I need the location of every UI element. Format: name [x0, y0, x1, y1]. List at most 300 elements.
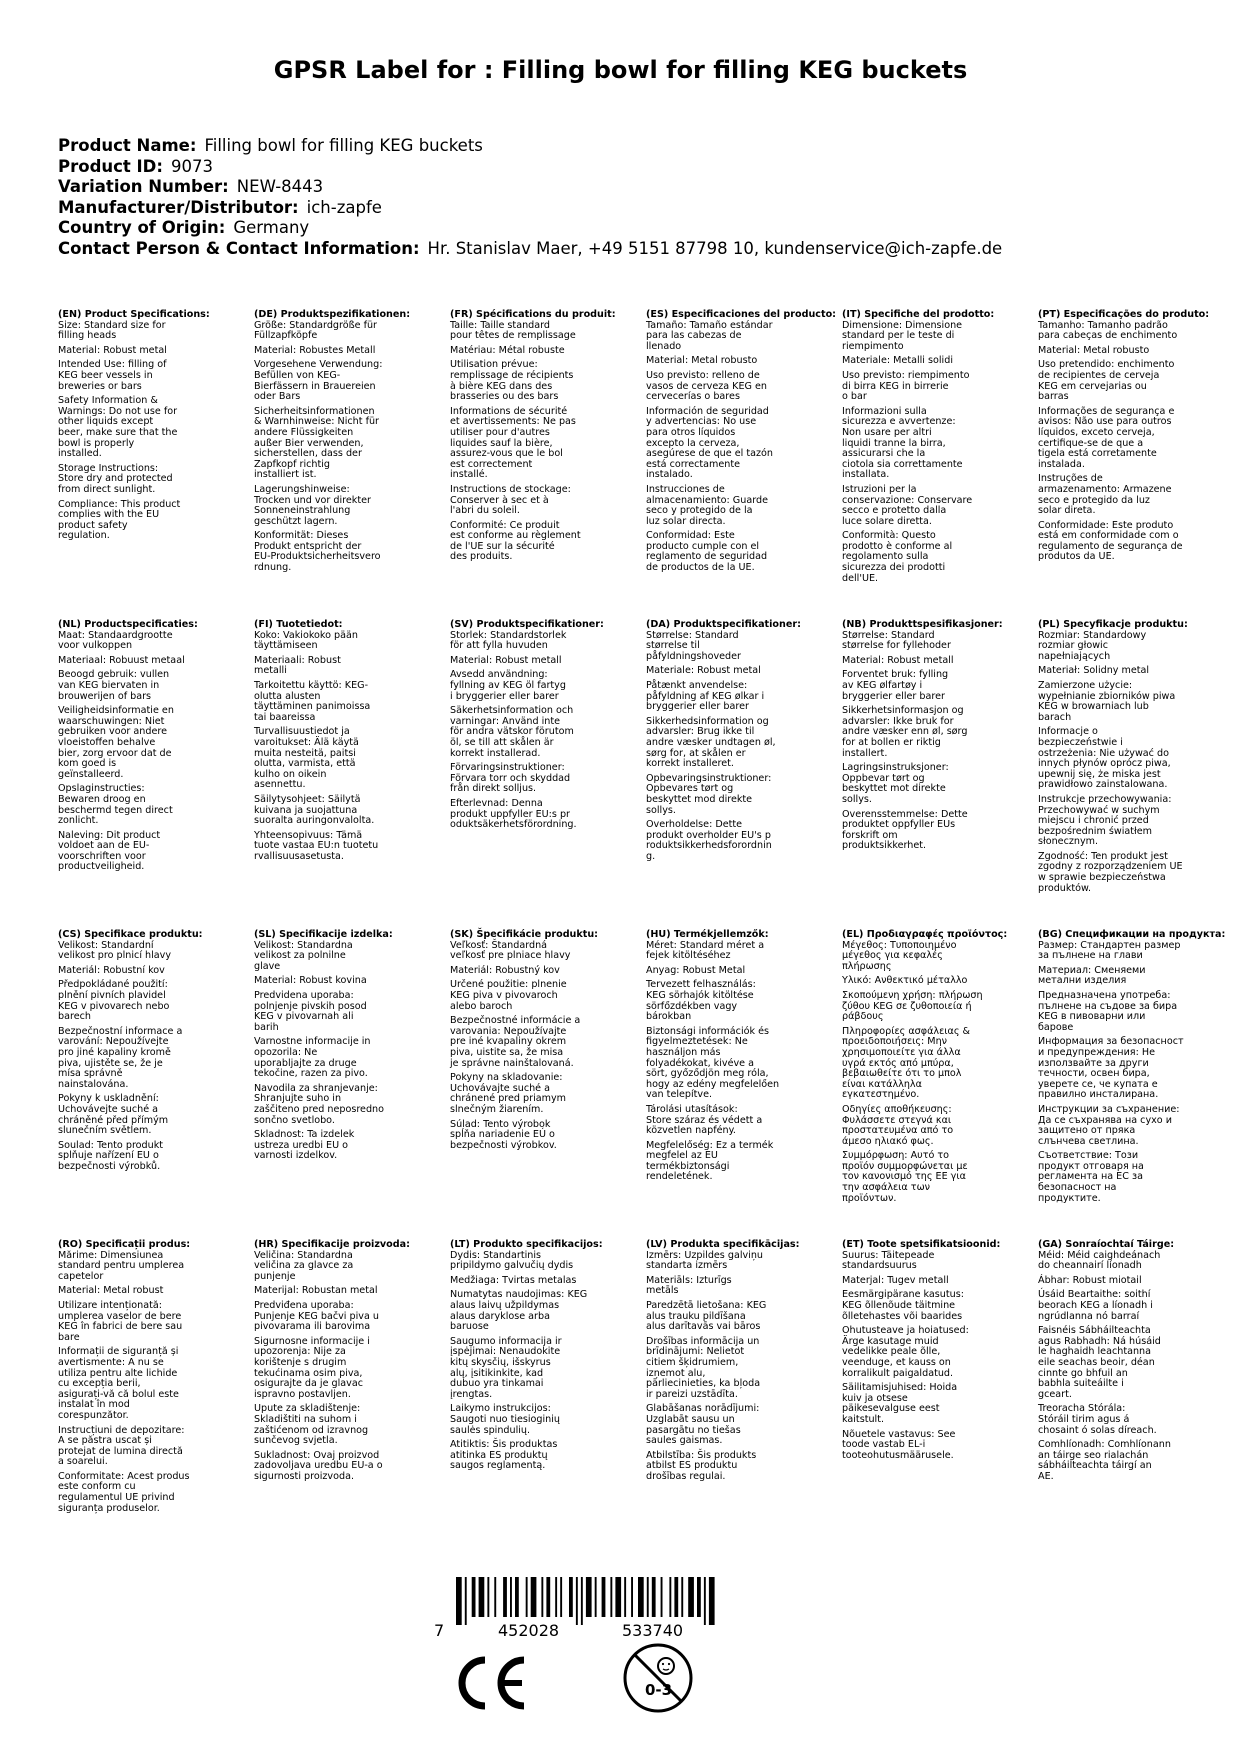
spec-line: avertismente: A nu se [58, 1356, 164, 1368]
spec-line: pivovarama ili barovima [254, 1321, 371, 1333]
spec-line: pour têtes de remplissage [450, 330, 576, 342]
spec-line: Avsedd användning: [450, 669, 548, 681]
spec-line: chránené pred priamym [450, 1093, 567, 1105]
spec-line: Safety Information & [58, 395, 158, 407]
spec-line: Materiale: Robust metal [646, 665, 761, 677]
barcode-bar [661, 1577, 663, 1617]
spec-line: Dimensione: Dimensione [842, 319, 963, 331]
spec-line: filling heads [58, 330, 117, 342]
spec-line: и предупреждения: Не [1038, 1046, 1155, 1058]
spec-line: KEG w browarniach lub [1038, 701, 1149, 713]
spec-line: barech [58, 1011, 91, 1023]
spec-line: voor vulkoppen [58, 640, 133, 652]
spec-line: sunčevog svjetla. [254, 1435, 338, 1447]
spec-line: Φυλάσσετε στεγνά και [842, 1114, 952, 1126]
spec-line: sábháilteachta táirgí an [1038, 1460, 1152, 1472]
spec-line: EU-Produktsicherheitsvero [254, 551, 381, 563]
spec-block-header: (HU) Termékjellemzők: [646, 929, 769, 940]
spec-line: installiert ist. [254, 469, 317, 481]
spec-line: Punjenje KEG bačvi piva u [254, 1310, 379, 1322]
spec-line: beschermd tegen direct [58, 804, 173, 816]
spec-line: Veľkosť: Štandardná [450, 939, 548, 951]
spec-line: slnečným žiarením. [450, 1103, 544, 1115]
spec-line: zonlicht. [58, 815, 99, 827]
barcode-bar [479, 1577, 485, 1617]
spec-block [450, 930, 640, 1151]
spec-line: babhla suiteáilte i [1038, 1378, 1124, 1390]
spec-line: piva, uistite sa, že misa [450, 1046, 564, 1058]
info-manufacturer: Manufacturer/Distributor: ich-zapfe [58, 197, 382, 217]
spec-line: προστατευμένα από το [842, 1125, 954, 1137]
spec-block-header: (SL) Specifikacije izdelka: [254, 929, 393, 940]
spec-line: plnění pivních plavidel [58, 989, 166, 1001]
spec-line: ngrúdlanna nó barraí [1038, 1310, 1140, 1322]
spec-line: alus darītavās vai bāros [646, 1321, 761, 1333]
spec-line: glave [254, 960, 281, 972]
spec-line: geïnstalleerd. [58, 768, 124, 780]
spec-line: varovania: Nepoužívajte [450, 1025, 567, 1037]
spec-line: ράβδους [842, 1011, 884, 1023]
spec-line: öl, se till att skålen är [450, 736, 554, 748]
spec-line: piva, ujistěte se, že je [58, 1057, 163, 1069]
barcode-bar [487, 1577, 489, 1617]
spec-line: tigela está corretamente [1038, 448, 1157, 460]
spec-line: veľkosť pre plniace hlavy [450, 950, 571, 962]
spec-line: είναι κατάλληλα [842, 1078, 922, 1090]
spec-line: vedelikke peale õlle, [842, 1346, 941, 1358]
spec-line: olutta, varmista, että [254, 758, 356, 770]
spec-line: Sonneneinstrahlung [254, 505, 351, 517]
spec-line: Warnings: Do not use for [58, 405, 178, 417]
spec-line: Да се съхранява на сухо и [1038, 1114, 1172, 1126]
info-variation-number: Variation Number: NEW-8443 [58, 177, 324, 196]
spec-line: sicurezza e avvertenze: [842, 416, 956, 428]
spec-line: van KEG biervaten in [58, 679, 160, 691]
spec-block-header: (DA) Produktspecifikationer: [646, 619, 801, 630]
barcode-bar [669, 1577, 671, 1617]
barcode-bar [610, 1577, 612, 1617]
spec-line: beskyttet mod direkte [646, 793, 753, 805]
spec-line: saules gaismas. [646, 1435, 723, 1447]
spec-line: produktów. [1038, 882, 1092, 894]
spec-line: metalli [254, 665, 287, 677]
spec-line: Bierfässern in Brauereien [254, 380, 376, 392]
spec-line: Säkerhetsinformation och [450, 705, 574, 717]
spec-block-header: (LV) Produkta specifikācijas: [646, 1239, 800, 1250]
spec-line: complies with the EU [58, 509, 160, 521]
spec-block-header: (ES) Especificaciones del producto: [646, 309, 837, 320]
spec-line: des produits. [450, 551, 513, 563]
spec-line: produktet oppfyller EUs [842, 819, 956, 831]
spec-line: veličina za glavce za [254, 1260, 354, 1272]
spec-line: certifique-se de que a [1038, 437, 1144, 449]
spec-line: voorschriften voor [58, 850, 146, 862]
spec-line: Medžiaga: Tvirtas metalas [450, 1274, 577, 1286]
spec-line: Materiał: Solidny metal [1038, 665, 1150, 677]
spec-line: dell'UE. [842, 572, 879, 584]
spec-line: seco y protegido de la [646, 505, 753, 517]
spec-line: Säilitamisjuhised: Hoida [842, 1382, 958, 1394]
spec-line: KEG в пивоварни или [1038, 1011, 1146, 1023]
spec-line: Bewaren droog en [58, 793, 146, 805]
barcode-bar [581, 1577, 583, 1625]
spec-line: van telepítve. [646, 1089, 713, 1101]
spec-block-header: (DE) Produktspezifikationen: [254, 309, 411, 320]
spec-block [1038, 930, 1228, 1204]
spec-line: g. [646, 850, 656, 862]
spec-line: Comhlíonadh: Comhlíonann [1038, 1439, 1171, 1451]
spec-line: KEG v pivovarnah ali [254, 1011, 354, 1023]
barcode-first-digit: 7 [434, 1621, 445, 1640]
spec-line: olutta alusten [254, 690, 321, 702]
spec-line: Material: Robustes Metall [254, 344, 376, 356]
spec-line: Taille: Taille standard [450, 319, 550, 331]
spec-line: Predvidena uporaba: [254, 989, 354, 1001]
spec-line: cervecerías o bares [646, 391, 740, 403]
spec-line: le haghaidh leachtanna [1038, 1346, 1151, 1358]
spec-line: Intended Use: filling of [58, 359, 167, 371]
spec-line: instalat în mod [58, 1399, 130, 1411]
spec-line: Informacje o [1038, 726, 1098, 738]
spec-line: Opbevares tørt og [646, 783, 734, 795]
spec-line: KEG piva v pivovaroch [450, 989, 558, 1001]
info-country-of-origin: Country of Origin: Germany [58, 218, 310, 237]
spec-line: installata. [842, 469, 890, 481]
spec-line: gebruiken voor andere [58, 726, 168, 738]
spec-line: Navodila za shranjevanje: [254, 1082, 378, 1094]
spec-line: Material: Metal robusto [1038, 344, 1150, 356]
spec-line: Zgodność: Ten produkt jest [1038, 850, 1168, 862]
spec-line: instalada. [1038, 458, 1085, 470]
spec-line: andere Flüssigkeiten [254, 426, 354, 438]
spec-line: täyttämiseen [254, 640, 318, 652]
spec-line: Conformidad: Este [646, 530, 735, 542]
barcode-bar [681, 1577, 683, 1617]
spec-line: Non usare per altri [842, 426, 932, 438]
spec-line: tekočine, razen za pivo. [254, 1068, 368, 1080]
spec-line: installert. [842, 747, 888, 759]
spec-line: brasseries ou des bars [450, 391, 559, 403]
spec-line: bezpośrednim światłem [1038, 825, 1152, 837]
spec-line: Glabāšanas norādījumi: [646, 1403, 760, 1415]
spec-line: Conformidade: Este produto [1038, 519, 1174, 531]
spec-line: remplissage de récipients [450, 369, 574, 381]
spec-line: sörfőzdékben vagy [646, 1000, 738, 1012]
spec-line: Material: Robust metal [58, 344, 167, 356]
spec-line: τον κανονισμό της ΕΕ για [842, 1171, 966, 1183]
spec-line: υγρά εκτός από μπύρα, [842, 1057, 954, 1069]
spec-line: veenduge, et kauss on [842, 1356, 951, 1368]
spec-line: Materjal: Tugev metall [842, 1274, 949, 1286]
spec-line: installed. [58, 448, 102, 460]
spec-line: Size: Standard size for [58, 319, 166, 331]
spec-line: Soulad: Tento produkt [58, 1139, 164, 1151]
spec-line: AE. [1038, 1470, 1054, 1482]
spec-line: rdnung. [254, 562, 292, 574]
spec-block [254, 930, 444, 1162]
spec-line: Matériau: Métal robuste [450, 344, 565, 356]
spec-line: Beoogd gebruik: vullen [58, 669, 170, 681]
spec-line: Rozmiar: Standardowy [1038, 629, 1147, 641]
spec-line: reglamento de seguridad [646, 551, 768, 563]
spec-line: KEG în fabrici de bere sau [58, 1321, 183, 1333]
spec-line: Lagringsinstruksjoner: [842, 762, 949, 774]
spec-line: Upute za skladištenje: [254, 1403, 361, 1415]
barcode-right-digits: 533740 [622, 1621, 684, 1640]
spec-line: Conformità: Questo [842, 530, 936, 542]
barcode-left-digits: 452028 [498, 1621, 560, 1640]
spec-line: Bezpečnostní informace a [58, 1025, 183, 1037]
spec-line: alaus laivų užpildymas [450, 1299, 560, 1311]
spec-line: pasargātu no tiešas [646, 1424, 741, 1436]
spec-line: fejek kitöltéséhez [646, 950, 731, 962]
spec-line: toode vastab EL-i [842, 1439, 926, 1451]
spec-line: zaštićenom od izravnog [254, 1424, 369, 1436]
spec-line: за пълнене на глави [1038, 950, 1143, 962]
spec-line: течности, освен бира, [1038, 1068, 1150, 1080]
spec-line: innych płynów oprócz piwa, [1038, 758, 1171, 770]
barcode-bar [560, 1577, 562, 1617]
spec-line: Bezpečnostné informácie a [450, 1015, 581, 1027]
spec-line: Overholdelse: Dette [646, 819, 743, 831]
spec-line: producto cumple con el [646, 540, 760, 552]
spec-block [58, 310, 248, 542]
spec-line: Sikkerhedsinformation og [646, 715, 769, 727]
spec-line: Materiál: Robustní kov [58, 964, 165, 976]
spec-line: saugos reglamentą. [450, 1460, 546, 1472]
barcode-bar [674, 1577, 678, 1617]
spec-line: korrekt installeret. [646, 758, 734, 770]
spec-line: įspėjimai: Nenaudokite [450, 1346, 561, 1358]
spec-line: Vorgesehene Verwendung: [254, 359, 383, 371]
spec-line: andre væsker undtagen øl, [646, 736, 776, 748]
spec-line: Conformité: Ce produit [450, 519, 560, 531]
spec-line: Tamanho: Tamanho padrão [1038, 319, 1168, 331]
spec-line: Tamaño: Tamaño estándar [646, 319, 773, 331]
spec-block [58, 1240, 248, 1514]
spec-line: asegúrese de que el tazón [646, 448, 773, 460]
spec-line: mísa správně [58, 1068, 123, 1080]
spec-line: Uso previsto: relleno de [646, 369, 760, 381]
spec-line: правилно инсталирана. [1038, 1089, 1159, 1101]
spec-line: Yhteensopivuus: Tämä [254, 829, 363, 841]
spec-line: sört, győződjön meg róla, [646, 1068, 769, 1080]
spec-line: Informações de segurança e [1038, 405, 1175, 417]
spec-line: pro jiné kapaliny kromě [58, 1046, 171, 1058]
spec-line: Размер: Стандартен размер [1038, 939, 1181, 951]
spec-line: varnosti izdelkov. [254, 1150, 338, 1162]
spec-line: продуктите. [1038, 1192, 1101, 1204]
spec-line: Zamierzone użycie: [1038, 679, 1133, 691]
spec-line: di birra KEG in birrerie [842, 380, 949, 392]
spec-line: slunečním světlem. [58, 1125, 152, 1137]
spec-line: dubuo yra tinkamai [450, 1378, 544, 1390]
spec-line: Veiligheidsinformatie en [58, 705, 174, 717]
spec-line: uporabljajte za druge [254, 1057, 357, 1069]
spec-line: från direkt solljus. [450, 783, 537, 795]
page-title: GPSR Label for : Filling bowl for filling KEG buckets [273, 56, 968, 84]
spec-line: μέγεθος για κεφαλές [842, 950, 943, 962]
spec-line: velikost pro plnicí hlavy [58, 950, 172, 962]
spec-line: utiliza pentru alte lichide [58, 1367, 178, 1379]
spec-line: täyttäminen panimoissa [254, 701, 371, 713]
spec-line: för andra vätskor förutom [450, 726, 574, 738]
spec-line: Material: Metal robust [58, 1285, 164, 1297]
spec-block [842, 1240, 1032, 1461]
spec-line: Säilytysohjeet: Säilytä [254, 793, 361, 805]
spec-line: punjenje [254, 1270, 296, 1282]
spec-line: polnjenje pivskih posod [254, 1000, 367, 1012]
spec-line: for at bollen er riktig [842, 736, 941, 748]
spec-line: breweries or bars [58, 380, 142, 392]
spec-line: Förvaringsinstruktioner: [450, 762, 565, 774]
spec-line: advarsler: Ikke bruk for [842, 715, 954, 727]
spec-line: kaitstult. [842, 1413, 885, 1425]
spec-block-header: (ET) Toote spetsifikatsioonid: [842, 1239, 1001, 1250]
spec-line: ustreza uredbi EU o [254, 1139, 349, 1151]
spec-line: kulho on oikein [254, 768, 327, 780]
spec-line: päikesevalguse eest [842, 1403, 940, 1415]
spec-line: Treoracha Stórála: [1038, 1403, 1126, 1415]
spec-line: Materiāls: Izturīgs [646, 1274, 732, 1286]
spec-line: i bryggerier eller barer [450, 690, 559, 702]
spec-line: Store száraz és védett a [646, 1114, 763, 1126]
spec-line: voldoet aan de EU- [58, 840, 150, 852]
spec-block [254, 1240, 444, 1482]
spec-line: regolamento sulla [842, 551, 929, 563]
spec-line: Informations de sécurité [450, 405, 568, 417]
spec-line: защитено от пряка [1038, 1125, 1136, 1137]
spec-line: w sprawie bezpieczeństwa [1038, 872, 1166, 884]
spec-block-header: (SV) Produktspecifikationer: [450, 619, 604, 630]
spec-line: standard per le teste di [842, 330, 955, 342]
spec-line: Utilizare intenționată: [58, 1299, 162, 1311]
spec-line: assicurarsi che la [842, 448, 926, 460]
spec-line: prodotto è conforme al [842, 540, 953, 552]
barcode [434, 1577, 754, 1642]
spec-block-header: (NB) Produkttspesifikasjoner: [842, 619, 1003, 630]
spec-line: seco e protegido da luz [1038, 494, 1150, 506]
spec-line: Lagerungshinweise: [254, 483, 350, 495]
spec-line: Suurus: Täitepeade [842, 1249, 935, 1261]
spec-line: avisos: Não use para outros [1038, 416, 1172, 428]
spec-line: upozorenja: Nije za [254, 1346, 346, 1358]
spec-line: Store dry and protected [58, 473, 173, 485]
spec-line: alebo baroch [450, 1000, 513, 1012]
barcode-bar [709, 1577, 715, 1625]
spec-line: Maat: Standaardgrootte [58, 629, 173, 641]
spec-line: prawidłowo zainstalowana. [1038, 779, 1168, 791]
spec-line: regulamentul UE privind [58, 1492, 175, 1504]
spec-line: Tarkoitettu käyttö: KEG- [254, 679, 369, 691]
spec-line: citiem šķidrumiem, [646, 1356, 739, 1368]
spec-line: Istruzioni per la [842, 483, 917, 495]
ce-mark-icon [452, 1652, 532, 1714]
info-product-id: Product ID: 9073 [58, 156, 213, 176]
spec-block [1038, 1240, 1228, 1482]
spec-line: Przechowywać w suchym [1038, 804, 1160, 816]
spec-line: roduktsikkerhedsforordnin [646, 840, 772, 852]
spec-line: sollys. [646, 804, 676, 816]
spec-line: Μέγεθος: Τυποποιημένο [842, 939, 957, 951]
barcode-bar [503, 1577, 507, 1617]
spec-line: excepto la cerveza, [646, 437, 740, 449]
spec-line: Material: Metal robusto [646, 355, 758, 367]
spec-block [646, 310, 836, 574]
spec-block [1038, 620, 1228, 894]
spec-block [842, 930, 1032, 1204]
barcode-bar [647, 1577, 649, 1617]
spec-line: Compliance: This product [58, 498, 181, 510]
spec-line: Megfelelőség: Ez a termék [646, 1139, 774, 1151]
spec-line: sicurezza dei prodotti [842, 562, 946, 574]
spec-line: Uchovávejte suché a [58, 1103, 159, 1115]
barcode-bar [586, 1577, 592, 1617]
spec-line: kitų skysčių, išskyrus [450, 1356, 551, 1368]
spec-line: Naleving: Dit product [58, 829, 161, 841]
spec-line: regulation. [58, 530, 110, 542]
spec-line: Информация за безопасност [1038, 1036, 1184, 1048]
spec-line: Uso previsto: riempimento [842, 369, 970, 381]
spec-line: folyadékokat, kivéve a [646, 1057, 754, 1069]
spec-line: atbilst ES produktu [646, 1460, 738, 1472]
barcode-bar [697, 1577, 701, 1617]
spec-line: pre iné kvapaliny okrem [450, 1036, 567, 1048]
spec-line: bezpečnosti výrobků. [58, 1160, 161, 1172]
spec-block-header: (PL) Specyfikacje produktu: [1038, 619, 1188, 630]
spec-line: alaus daryklose arba [450, 1310, 550, 1322]
spec-line: produtos da UE. [1038, 551, 1115, 563]
spec-line: geschützt lagern. [254, 515, 338, 527]
spec-line: rendeletének. [646, 1171, 713, 1183]
spec-line: wypełnianie zbiorników piwa [1038, 690, 1176, 702]
spec-line: tuote vastaa EU:n tuotetu [254, 840, 379, 852]
spec-line: standard pentru umplerea [58, 1260, 185, 1272]
spec-line: használjon más [646, 1046, 721, 1058]
spec-line: Uzglabāt sausu un [646, 1413, 735, 1425]
spec-line: Efterlevnad: Denna [450, 797, 543, 809]
barcode-bar [569, 1577, 573, 1617]
spec-line: пълнене на съдове за бира [1038, 1000, 1178, 1012]
spec-line: a soarelui. [58, 1456, 108, 1468]
spec-line: para otros líquidos [646, 426, 736, 438]
spec-line: безопасност на [1038, 1182, 1117, 1194]
spec-block-header: (FR) Spécifications du produit: [450, 309, 616, 320]
spec-line: protejat de lumina directă [58, 1445, 183, 1457]
spec-line: brīdinājumi: Nelietot [646, 1346, 745, 1358]
spec-line: Sikkerhetsinformasjon og [842, 705, 964, 717]
spec-line: Materiaal: Robuust metaal [58, 654, 185, 666]
spec-block-header: (EN) Product Specifications: [58, 309, 210, 320]
spec-line: Oppbevar tørt og [842, 772, 925, 784]
spec-line: προειδοποιήσεις: Μην [842, 1036, 948, 1048]
spec-line: bárokban [646, 1011, 692, 1023]
barcode-bar [638, 1577, 644, 1617]
spec-line: Materiaali: Robust [254, 654, 341, 666]
spec-line: Предназначена употреба: [1038, 989, 1171, 1001]
spec-line: Předpokládané použití: [58, 979, 168, 991]
spec-line: está em conformidade com o [1038, 530, 1179, 542]
spec-line: utiliser pour d'autres [450, 426, 550, 438]
spec-line: barras [1038, 391, 1069, 403]
spec-line: chráněné před přímým [58, 1114, 169, 1126]
spec-line: kom goed is [58, 758, 117, 770]
spec-line: för att fylla huvuden [450, 640, 548, 652]
spec-line: Utilisation prévue: [450, 359, 538, 371]
spec-line: Konformität: Dieses [254, 530, 349, 542]
spec-line: Befüllen von KEG- [254, 369, 341, 381]
spec-line: solar direta. [1038, 505, 1096, 517]
